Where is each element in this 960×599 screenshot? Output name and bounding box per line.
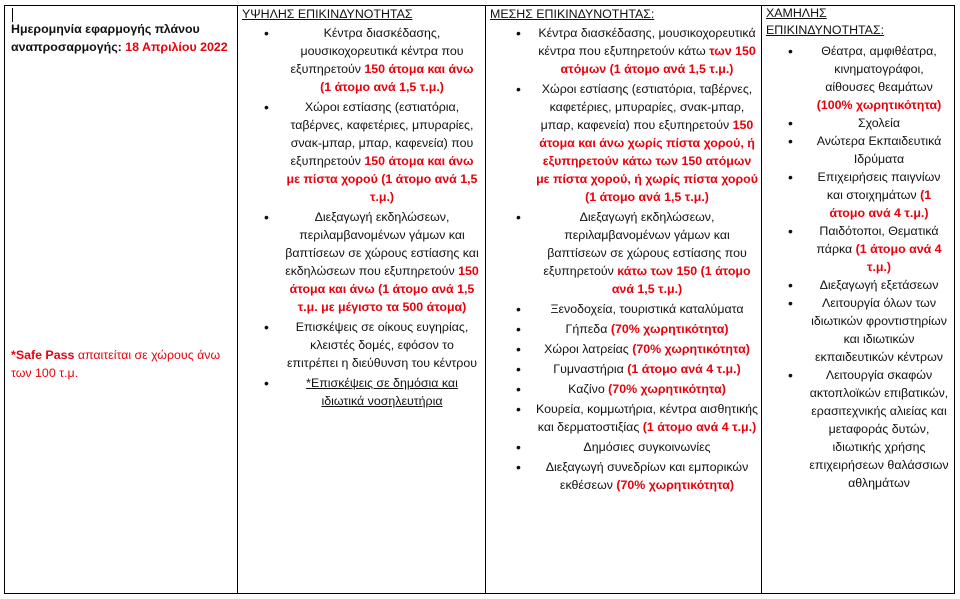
list-item: • Χώροι λατρείας (70% χωρητικότητα) xyxy=(536,340,758,358)
list-item: • Διεξαγωγή εκδηλώσεων, περιλαμβανομένων γάμων και βαπτίσεων σε χώρους εστίασης που εξυπηρετούν κάτω των 150 (1 άτομο ανά 1,5 τ.μ.) xyxy=(536,208,758,298)
list-item: • Παιδότοποι, Θεματικά πάρκα (1 άτομο ανά 4 τ.μ.) xyxy=(808,222,950,276)
list-item: • Χώροι εστίασης (εστιατόρια, ταβέρνες, καφετέριες, μπυραρίες, σνακ-μπαρ, μπαρ, καφενεία) που εξυπηρετούν 150 άτομα και άνω χωρίς πίστα χορού, ή εξυπηρετούν κάτω των 150 ατόμων με πίστα χορού, ή χωρίς πίστα χορού (1 άτομο ανά 1,5 τ.μ.) xyxy=(536,80,758,206)
list-item: • Λειτουργία σκαφών ακτοπλοϊκών επιβατικών, ερασιτεχνικής αλιείας και μεταφοράς δυτών, ιδιωτικής χρήσης επιχειρήσεων θαλάσσιων αθλημάτων xyxy=(808,366,950,492)
list-item: • Ξενοδοχεία, τουριστικά καταλύματα xyxy=(536,300,758,318)
medium-risk-header: ΜΕΣΗΣ ΕΠΙΚΙΝΔΥΝΟΤΗΤΑΣ: xyxy=(490,7,655,21)
medium-risk-list xyxy=(536,24,758,496)
low-risk-list xyxy=(808,42,950,492)
list-item: • Καζίνο (70% χωρητικότητα) xyxy=(536,380,758,398)
list-item: • *Επισκέψεις σε δημόσια και ιδιωτικά νοσηλευτήρια xyxy=(284,374,480,410)
high-risk-header: ΥΨΗΛΗΣ ΕΠΙΚΙΝΔΥΝΟΤΗΤΑΣ xyxy=(242,7,413,21)
low-risk-header: ΧΑΜΗΛΗΣ ΕΠΙΚΙΝΔΥΝΟΤΗΤΑΣ: xyxy=(766,6,885,37)
list-item: • Χώροι εστίασης (εστιατόρια, ταβέρνες, καφετέριες, μπυραρίες, σνακ-μπαρ, μπαρ, καφενεία) που εξυπηρετούν 150 άτομα και άνω με πίστα χορού (1 άτομο ανά 1,5 τ.μ.) xyxy=(284,98,480,206)
list-item: • Διεξαγωγή συνεδρίων και εμπορικών εκθέσεων (70% χωρητικότητα) xyxy=(536,458,758,494)
safe-pass-text: απαιτείται σε χώρους άνω των 100 τ.μ. xyxy=(11,348,221,380)
list-item: • Διεξαγωγή εκδηλώσεων, περιλαμβανομένων γάμων και βαπτίσεων σε χώρους εστίασης και εκδηλώσεων που εξυπηρετούν 150 άτομα και άνω (1 άτομο ανά 1,5 τ.μ. με μέγιστο τα 500 άτομα) xyxy=(284,208,480,316)
application-date xyxy=(11,20,231,56)
list-item: • Σχολεία xyxy=(808,114,950,132)
safe-pass-note xyxy=(11,346,231,382)
low-risk-column xyxy=(761,6,954,593)
list-item: • Γήπεδα (70% χωρητικότητα) xyxy=(536,320,758,338)
risk-table xyxy=(4,5,955,594)
list-item: • Κουρεία, κομμωτήρια, κέντρα αισθητικής και δερματοστιξίας (1 άτομο ανά 4 τ.μ.) xyxy=(536,400,758,436)
list-item: • Θέατρα, αμφιθέατρα, κινηματογράφοι, αίθουσες θεαμάτων (100% χωρητικότητα) xyxy=(808,42,950,114)
date-label: Ημερομηνία εφαρμογής πλάνου αναπροσαρμογής: xyxy=(11,22,200,54)
list-item: • Επισκέψεις σε οίκους ευγηρίας, κλειστές δομές, εφόσον το επιτρέπει η διεύθυνση του κέντρου xyxy=(284,318,480,372)
safe-pass-label: *Safe Pass xyxy=(11,348,75,362)
list-item: • Δημόσιες συγκοινωνίες xyxy=(536,438,758,456)
date-value: 18 Απριλίου 2022 xyxy=(125,40,228,54)
list-item: • Ανώτερα Εκπαιδευτικά Ιδρύματα xyxy=(808,132,950,168)
medium-risk-column xyxy=(485,6,761,593)
high-risk-list xyxy=(284,24,480,412)
list-item: • Διεξαγωγή εξετάσεων xyxy=(808,276,950,294)
high-risk-column xyxy=(237,6,485,593)
list-item: • Επιχειρήσεις παιγνίων και στοιχημάτων (1 άτομο ανά 4 τ.μ.) xyxy=(808,168,950,222)
list-item: • Κέντρα διασκέδασης, μουσικοχορευτικά κέντρα που εξυπηρετούν κάτω των 150 ατόμων (1 άτομο ανά 1,5 τ.μ.) xyxy=(536,24,758,78)
date-column xyxy=(5,6,237,593)
list-item: • Γυμναστήρια (1 άτομο ανά 4 τ.μ.) xyxy=(536,360,758,378)
list-item: • Κέντρα διασκέδασης, μουσικοχορευτικά κέντρα που εξυπηρετούν 150 άτομα και άνω (1 άτομο ανά 1,5 τ.μ.) xyxy=(284,24,480,96)
list-item: • Λειτουργία όλων των ιδιωτικών φροντιστηρίων και ιδιωτικών εκπαιδευτικών κέντρων xyxy=(808,294,950,366)
